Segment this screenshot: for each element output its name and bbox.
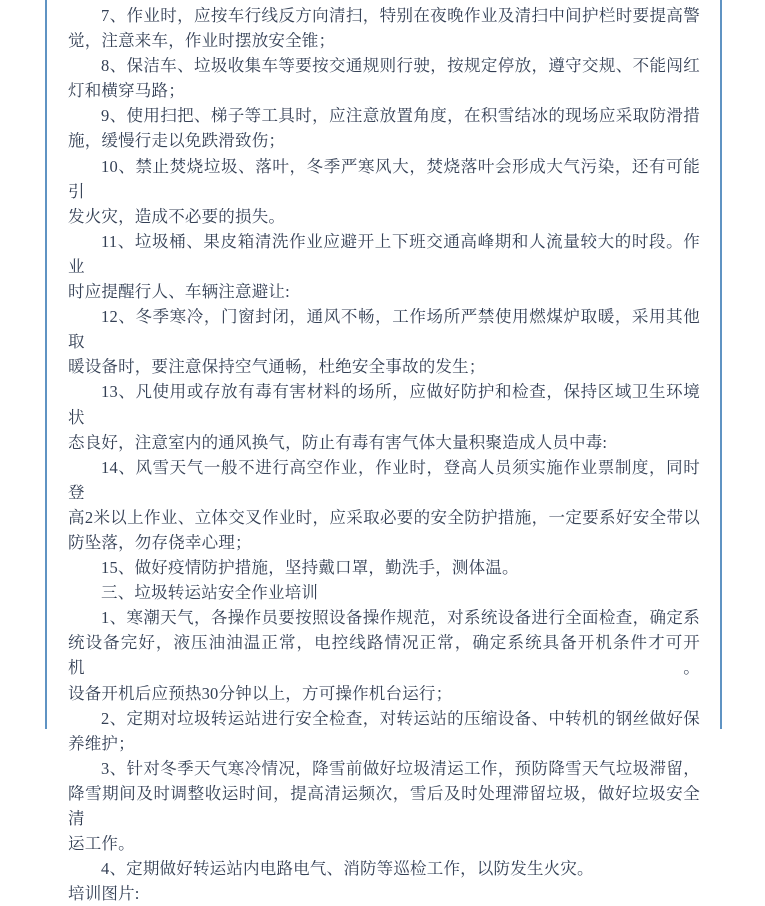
page-border-right xyxy=(720,0,722,729)
text-line: 1、寒潮天气，各操作员要按照设备操作规范，对系统设备进行全面检查，确定系 xyxy=(101,608,700,628)
text-line: 9、使用扫把、梯子等工具时，应注意放置角度，在积雪结冰的现场应采取防滑措 xyxy=(101,106,700,126)
text-line: 11、垃圾桶、果皮箱清洗作业应避开上下班交通高峰期和人流量较大的时段。作业 xyxy=(68,231,700,276)
text-line: 灯和横穿马路； xyxy=(68,81,185,101)
text-line: 态良好，注意室内的通风换气，防止有毒有害气体大量积聚造成人员中毒: xyxy=(68,432,608,452)
text-line: 统设备完好，液压油油温正常，电控线路情况正常，确定系统具备开机条件才可开机。 xyxy=(68,633,700,678)
text-line: 觉，注意来车，作业时摆放安全锥； xyxy=(68,31,336,51)
text-line: 三、垃圾转运站安全作业培训 xyxy=(101,583,319,603)
text-line: 运工作。 xyxy=(68,834,135,854)
text-line: 13、凡使用或存放有毒有害材料的场所，应做好防护和检查，保持区域卫生环境状 xyxy=(68,382,700,427)
text-line: 4、定期做好转运站内电路电气、消防等巡检工作，以防发生火灾。 xyxy=(101,859,594,879)
text-line: 施，缓慢行走以免跌滑致伤； xyxy=(68,131,286,151)
text-line: 高2米以上作业、立体交叉作业时，应采取必要的安全防护措施，一定要系好安全带以 xyxy=(68,507,700,527)
page-border-left xyxy=(45,0,47,729)
text-line: 暖设备时，要注意保持空气通畅，杜绝安全事故的发生； xyxy=(68,357,486,377)
document-body xyxy=(68,3,700,906)
text-line: 7、作业时，应按车行线反方向清扫，特别在夜晚作业及清扫中间护栏时要提高警 xyxy=(101,6,700,25)
text-line: 防坠落，勿存侥幸心理； xyxy=(68,532,252,552)
text-line: 2、定期对垃圾转运站进行安全检查，对转运站的压缩设备、中转机的钢丝做好保 xyxy=(101,708,700,728)
text-line: 3、针对冬季天气寒冷情况，降雪前做好垃圾清运工作，预防降雪天气垃圾滞留， xyxy=(101,758,700,778)
text-line: 10、禁止焚烧垃圾、落叶，冬季严寒风大，焚烧落叶会形成大气污染，还有可能引 xyxy=(68,156,700,201)
text-line: 12、冬季寒冷，门窗封闭，通风不畅，工作场所严禁使用燃煤炉取暖，采用其他取 xyxy=(68,307,700,352)
text-line: 14、风雪天气一般不进行高空作业，作业时，登高人员须实施作业票制度，同时登 xyxy=(68,457,700,502)
text-line: 降雪期间及时调整收运时间，提高清运频次，雪后及时处理滞留垃圾，做好垃圾安全清 xyxy=(68,783,700,828)
text-line: 培训图片: xyxy=(68,884,140,904)
text-line: 设备开机后应预热30分钟以上，方可操作机台运行； xyxy=(68,683,453,703)
text-line: 8、保洁车、垃圾收集车等要按交通规则行驶，按规定停放，遵守交规、不能闯红 xyxy=(101,56,700,76)
text-line: 养维护； xyxy=(68,733,135,753)
text-line: 15、做好疫情防护措施，坚持戴口罩，勤洗手，测体温。 xyxy=(101,558,519,578)
text-line: 发火灾，造成不必要的损失。 xyxy=(68,206,286,226)
text-line: 时应提醒行人、车辆注意避让: xyxy=(68,282,290,302)
